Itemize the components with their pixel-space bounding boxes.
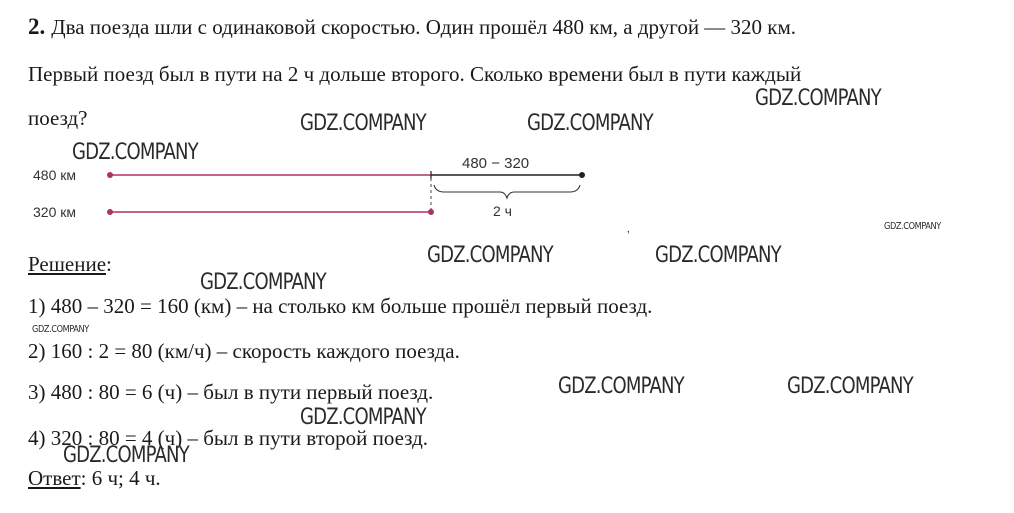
solution-step-4: 4) 320 : 80 = 4 (ч) – был в пути второй поезд. bbox=[28, 426, 429, 450]
problem-line-1 bbox=[28, 14, 796, 40]
label-480km: 480 км bbox=[33, 167, 76, 183]
answer-value: : 6 ч; 4 ч. bbox=[80, 466, 161, 490]
watermark: GDZ.COMPANY bbox=[884, 221, 941, 232]
watermark: GDZ.COMPANY bbox=[72, 140, 198, 165]
problem-number: 2. bbox=[28, 14, 46, 39]
problem-line-3: поезд? bbox=[28, 106, 88, 130]
train2-start-dot bbox=[107, 209, 113, 215]
time-label: 2 ч bbox=[493, 203, 512, 219]
difference-label: 480 − 320 bbox=[462, 155, 530, 172]
watermark: GDZ.COMPANY bbox=[427, 243, 553, 268]
solution-heading-label: Решение bbox=[28, 252, 107, 276]
watermark: GDZ.COMPANY bbox=[755, 86, 881, 111]
watermark: GDZ.COMPANY bbox=[32, 324, 89, 335]
watermark: GDZ.COMPANY bbox=[655, 243, 781, 268]
stray-mark: ‚ bbox=[627, 221, 630, 235]
solution-heading-colon: : bbox=[106, 252, 112, 276]
answer-line bbox=[28, 466, 161, 491]
solution-step-3: 3) 480 : 80 = 6 (ч) – был в пути первый поезд. bbox=[28, 380, 434, 404]
train1-start-dot bbox=[107, 172, 113, 178]
train1-end-dot bbox=[579, 172, 585, 178]
brace bbox=[434, 185, 580, 198]
problem-text-1: Два поезда шли с одинаковой скоростью. Один прошёл 480 км, а другой — 320 км. bbox=[51, 15, 797, 39]
solution-step-2: 2) 160 : 2 = 80 (км/ч) – скорость каждого поезда. bbox=[28, 339, 460, 363]
watermark: GDZ.COMPANY bbox=[63, 443, 189, 468]
watermark: GDZ.COMPANY bbox=[558, 374, 684, 399]
problem-line-2: Первый поезд был в пути на 2 ч дольше второго. Сколько времени был в пути каждый bbox=[28, 62, 802, 86]
watermark: GDZ.COMPANY bbox=[200, 270, 326, 295]
answer-label: Ответ bbox=[28, 466, 81, 490]
watermark: GDZ.COMPANY bbox=[527, 111, 653, 136]
solution-step-1: 1) 480 – 320 = 160 (км) – на столько км больше прошёл первый поезд. bbox=[28, 294, 653, 318]
watermark: GDZ.COMPANY bbox=[787, 374, 913, 399]
label-320km: 320 км bbox=[33, 204, 76, 220]
watermark: GDZ.COMPANY bbox=[300, 111, 426, 136]
watermark: GDZ.COMPANY bbox=[300, 405, 426, 430]
solution-heading bbox=[28, 252, 112, 277]
